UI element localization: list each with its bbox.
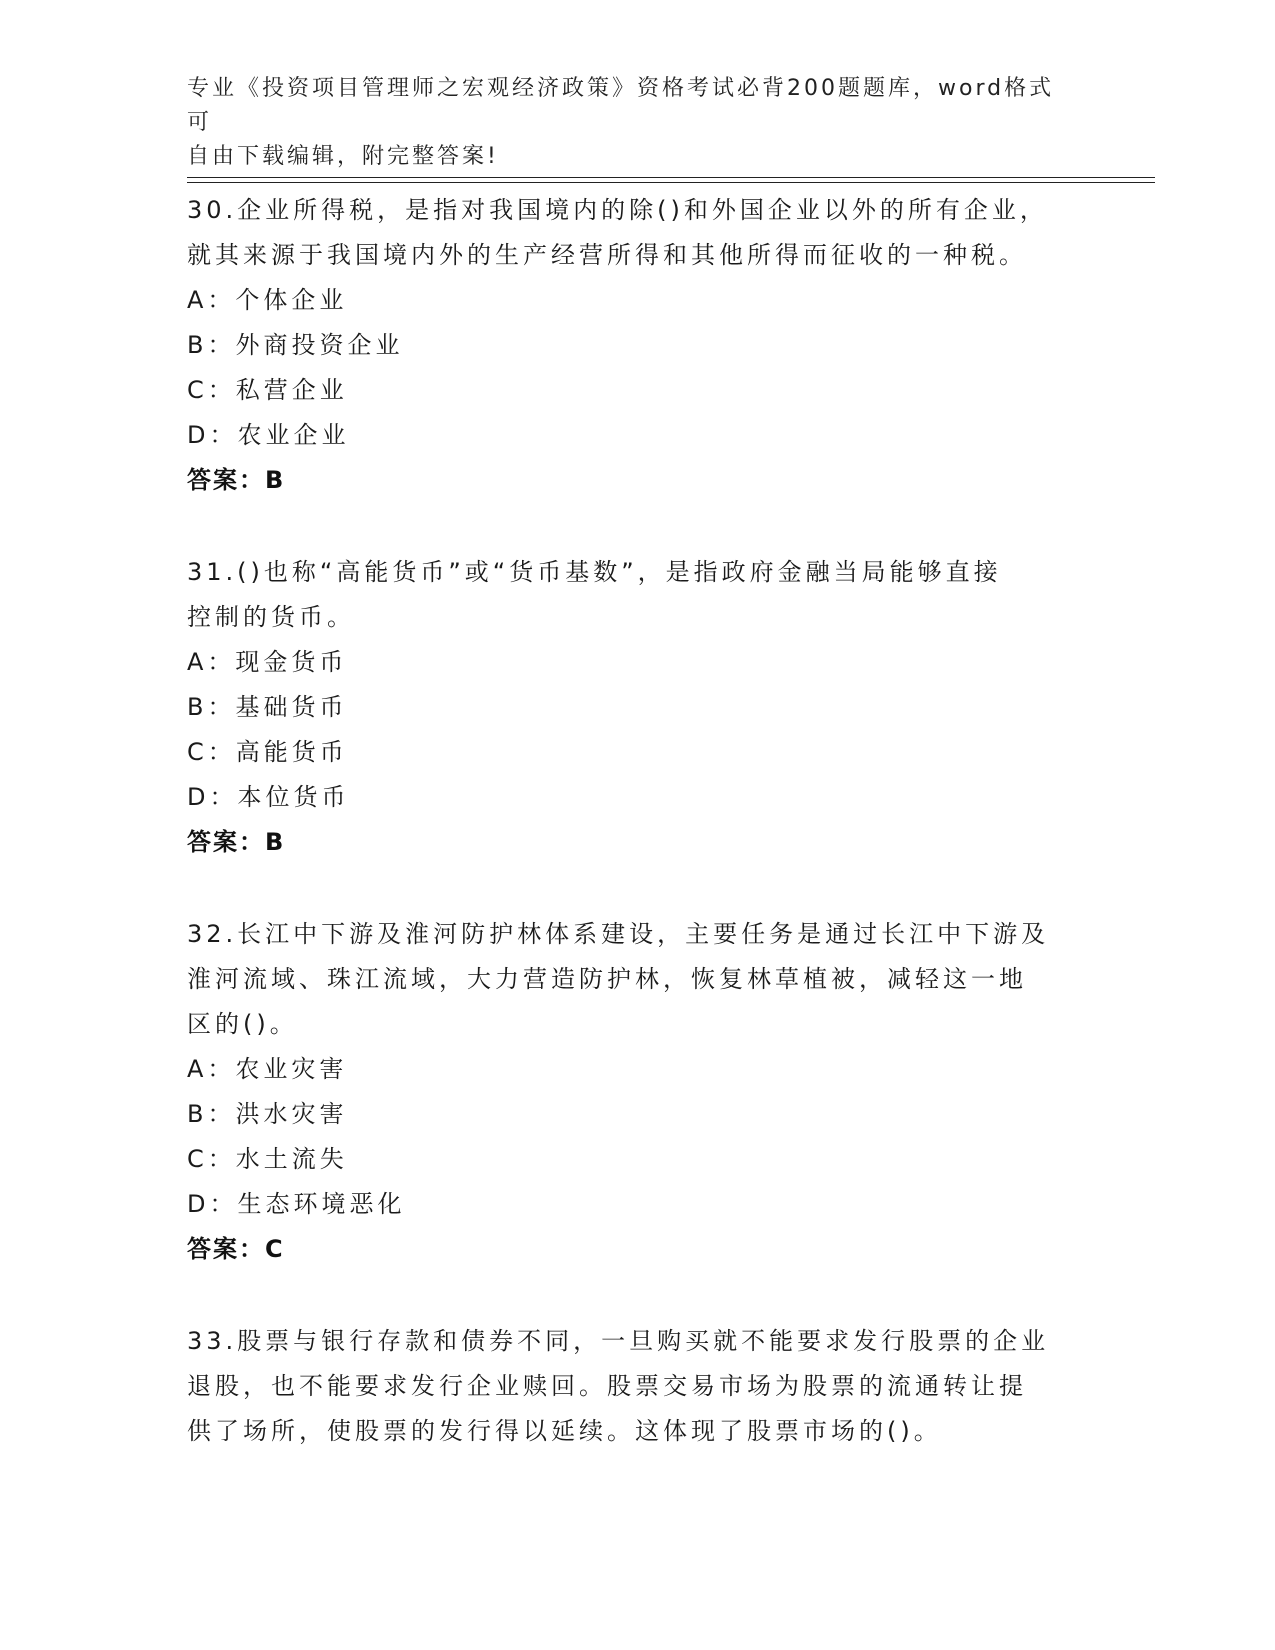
question-stem-line: 33.股票与银行存款和债券不同，一旦购买就不能要求发行股票的企业 [187,1327,1050,1355]
question-list [187,188,1077,1454]
question-stem-line: 淮河流域、珠江流域，大力营造防护林，恢复林草植被，减轻这一地 [187,965,1027,993]
question-stem-line: 31.()也称“高能货币”或“货币基数”，是指政府金融当局能够直接 [187,558,1002,586]
document-header [187,72,1067,174]
question-stem-line: 就其来源于我国境内外的生产经营所得和其他所得而征收的一种税。 [187,241,1027,269]
answer-line: 答案：B [187,466,286,494]
option-d: D：农业企业 [187,421,350,449]
answer-line: 答案：C [187,1235,285,1263]
option-a: A：农业灾害 [187,1055,348,1083]
question-spacer [187,1272,1077,1319]
question-stem-line: 32.长江中下游及淮河防护林体系建设，主要任务是通过长江中下游及 [187,920,1050,948]
question-stem-line: 30.企业所得税，是指对我国境内的除()和外国企业以外的所有企业， [187,196,1048,224]
question-spacer [187,865,1077,912]
header-divider-top [187,177,1155,178]
option-b: B：外商投资企业 [187,331,404,359]
question-stem-line: 供了场所，使股票的发行得以延续。这体现了股票市场的()。 [187,1417,942,1445]
question-30 [187,188,1077,503]
header-line-2: 自由下载编辑，附完整答案! [187,144,499,169]
option-b: B：洪水灾害 [187,1100,348,1128]
question-31 [187,550,1077,865]
option-c: C：水土流失 [187,1145,348,1173]
option-d: D：本位货币 [187,783,350,811]
option-a: A：个体企业 [187,286,348,314]
option-d: D：生态环境恶化 [187,1190,406,1218]
question-33 [187,1319,1077,1454]
question-spacer [187,503,1077,550]
question-stem-line: 控制的货币。 [187,603,355,631]
header-line-1: 专业《投资项目管理师之宏观经济政策》资格考试必背200题题库，word格式可 [187,76,1055,135]
option-b: B：基础货币 [187,693,348,721]
question-stem-line: 区的()。 [187,1010,298,1038]
answer-line: 答案：B [187,828,286,856]
option-c: C：私营企业 [187,376,348,404]
question-32 [187,912,1077,1272]
option-c: C：高能货币 [187,738,348,766]
question-stem-line: 退股，也不能要求发行企业赎回。股票交易市场为股票的流通转让提 [187,1372,1027,1400]
option-a: A：现金货币 [187,648,348,676]
header-divider-bottom [187,182,1155,183]
